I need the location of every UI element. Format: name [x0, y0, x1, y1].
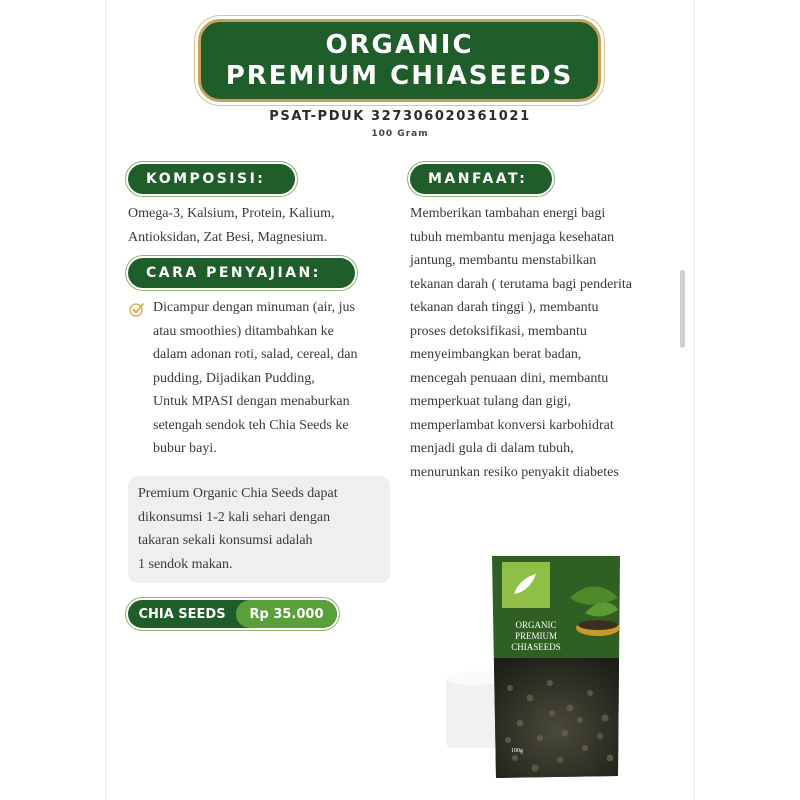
note-line: 1 sendok makan. [138, 556, 233, 572]
manfaat-line: mencegah penuaan dini, membantu [410, 370, 609, 386]
manfaat-line: menjadi gula di dalam tubuh, [410, 441, 574, 456]
check-circle-icon [129, 301, 145, 317]
price-product-name: CHIA SEEDS [138, 606, 226, 622]
komposisi-heading: KOMPOSISI: [128, 164, 295, 194]
manfaat-line: tubuh membantu menjaga kesehatan [410, 229, 615, 245]
cara-line: Dicampur dengan minuman (air, jus [153, 300, 355, 315]
cara-penyajian-text [153, 296, 393, 461]
serving-note-box [128, 476, 390, 583]
manfaat-text [410, 202, 678, 484]
manfaat-line: menurunkan resiko penyakit diabetes [410, 464, 619, 480]
manfaat-line: jantung, membantu menstabilkan [410, 253, 597, 268]
manfaat-line: memperkuat tulang dan gigi, [410, 394, 571, 409]
price-tag [128, 600, 337, 628]
package-label-line: PREMIUM [514, 631, 557, 641]
komposisi-line: Omega-3, Kalsium, Protein, Kalium, [128, 206, 335, 221]
cara-penyajian-heading: CARA PENYAJIAN: [128, 258, 355, 288]
serving-note-text [138, 482, 380, 576]
cara-line: atau smoothies) ditambahkan ke [153, 323, 334, 339]
note-line: takaran sekali konsumsi adalah [138, 533, 313, 548]
title-banner [198, 19, 601, 102]
cara-line: Untuk MPASI dengan menaburkan [153, 394, 350, 409]
note-line: dikonsumsi 1-2 kali sehari dengan [138, 509, 331, 525]
cara-line: dalam adonan roti, salad, cereal, dan [153, 347, 358, 362]
manfaat-line: memperlambat konversi karbohidrat [410, 417, 614, 433]
package-label [496, 620, 576, 653]
scrollbar[interactable] [680, 270, 685, 348]
package-net-weight: 100g [511, 748, 523, 754]
note-line: Premium Organic Chia Seeds dapat [138, 486, 338, 501]
cara-line: bubur bayi. [153, 441, 217, 456]
title-line-1: ORGANIC [325, 29, 474, 60]
package-illustration [440, 548, 630, 788]
cara-line: setengah sendok teh Chia Seeds ke [153, 417, 349, 433]
title-line-2: PREMIUM CHIASEEDS [225, 60, 574, 91]
net-weight: 100 Gram [371, 129, 429, 139]
registration-number: PSAT-PDUK 327306020361021 [269, 109, 531, 124]
manfaat-line: menyeimbangkan berat badan, [410, 347, 582, 362]
komposisi-text [128, 202, 390, 249]
manfaat-line: tekanan darah tinggi ), membantu [410, 300, 599, 315]
package-label-line: ORGANIC [515, 620, 557, 630]
package-label-line: CHIASEEDS [511, 642, 561, 652]
price-value: Rp 35.000 [236, 600, 337, 628]
komposisi-line: Antioksidan, Zat Besi, Magnesium. [128, 229, 328, 245]
product-package-image [440, 548, 630, 788]
manfaat-line: proses detoksifikasi, membantu [410, 323, 587, 339]
manfaat-line: Memberikan tambahan energi bagi [410, 206, 606, 221]
manfaat-line: tekanan darah ( terutama bagi penderita [410, 276, 632, 292]
cara-line: pudding, Dijadikan Pudding, [153, 370, 315, 386]
manfaat-heading: MANFAAT: [410, 164, 552, 194]
